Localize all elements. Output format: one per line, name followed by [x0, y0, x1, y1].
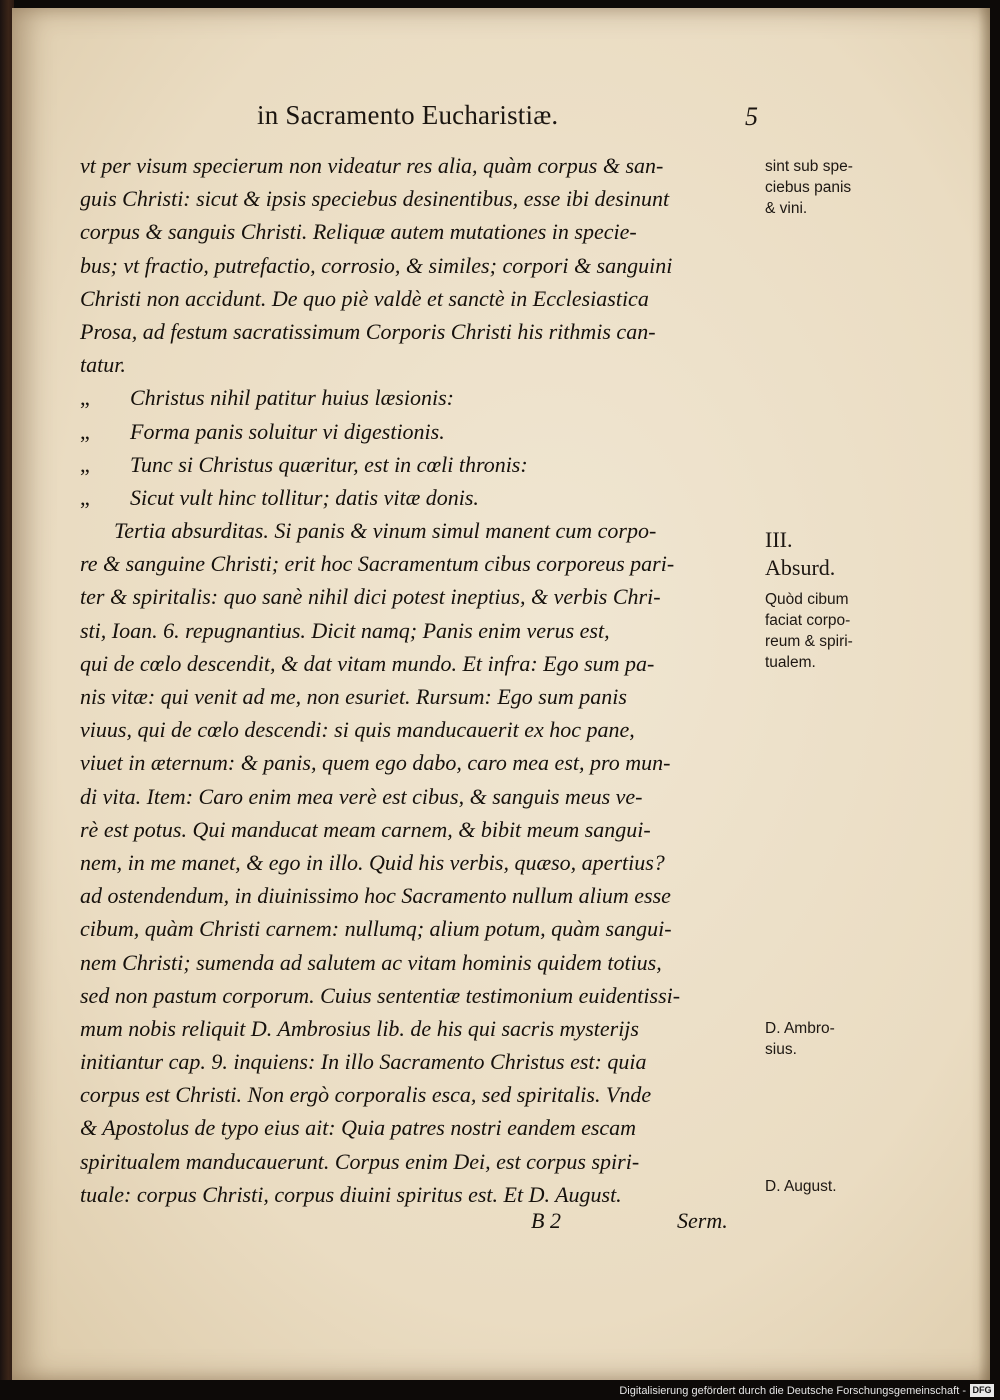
text-line: & Apostolus de typo eius ait: Quia patres nostri eandem escam	[80, 1115, 637, 1141]
funding-credit: Digitalisierung gefördert durch die Deutsche Forschungsgemeinschaft -	[619, 1385, 966, 1397]
margin-note-ambrose: D. Ambro- sius.	[765, 1020, 835, 1058]
text-line: nis vitæ: qui venit ad me, non esuriet. Rursum: Ego sum panis	[80, 684, 627, 709]
text-line: nem, in me manet, & ego in illo. Quid his verbis, quæso, apertius?	[80, 849, 665, 875]
text-line: bus; vt fractio, putrefactio, corrosio, & similes; corpori & sanguini	[80, 252, 673, 278]
text-line: re & sanguine Christi; erit hoc Sacramentum cibus corporeus pari-	[80, 551, 675, 577]
text-line: spiritualem manducauerunt. Corpus enim Dei, est corpus spiri-	[80, 1148, 640, 1174]
text-line: cibum, quàm Christi carnem: nullumq; alium potum, quàm sangui-	[80, 916, 672, 942]
signature-mark: B 2	[531, 1208, 561, 1233]
dfg-logo: DFG	[970, 1384, 994, 1397]
margin-note-species: sint sub spe- ciebus panis & vini.	[765, 158, 853, 217]
footer-bar	[0, 1380, 1000, 1400]
text-line: initiantur cap. 9. inquiens: In illo Sacramento Christus est: quia	[80, 1049, 647, 1075]
paragraph-first-line: Tertia absurditas. Si panis & vinum simul manent cum corpo-	[114, 518, 657, 544]
verse-quote-mark: „	[80, 451, 90, 477]
text-line: corpus est Christi. Non ergò corporalis esca, sed spiritalis. Vnde	[80, 1082, 652, 1108]
show-through-text	[790, 262, 980, 782]
verse-text: Sicut vult hinc tollitur; datis vitæ donis.	[130, 484, 479, 510]
text-line: viuet in æternum: & panis, quem ego dabo, caro mea est, pro mun-	[80, 750, 671, 776]
text-line: nem Christi; sumenda ad salutem ac vitam hominis quidem totius,	[80, 949, 662, 975]
running-head: in Sacramento Eucharistiæ.	[257, 100, 559, 130]
text-line: rè est potus. Qui manducat meam carnem, & bibit meum sangui-	[80, 816, 651, 842]
text-line: di vita. Item: Caro enim mea verè est cibus, & sanguis meus ve-	[80, 783, 643, 809]
main-text-column	[80, 149, 760, 1211]
verse-line	[80, 415, 760, 448]
text-line: sti, Ioan. 6. repugnantius. Dicit namq; Panis enim verus est,	[80, 617, 610, 643]
text-line: Prosa, ad festum sacratissimum Corporis Christi his rithmis can-	[80, 318, 656, 344]
catchword: Serm.	[677, 1208, 728, 1233]
margin-note-augustine: D. August.	[765, 1178, 837, 1195]
verse-quote-mark: „	[80, 418, 90, 444]
verse-text: Forma panis soluitur vi digestionis.	[130, 418, 445, 444]
margin-note-number: III.	[765, 527, 793, 552]
text-line: Christi non accidunt. De quo piè valdè et sanctè in Ecclesiastica	[80, 285, 649, 311]
page-number: 5	[745, 102, 758, 131]
text-line: tatur.	[80, 352, 126, 378]
verse-line	[80, 381, 760, 414]
verse-quote-mark: „	[80, 385, 90, 411]
verse-line	[80, 448, 760, 481]
catchline	[0, 1208, 1000, 1238]
text-line: corpus & sanguis Christi. Reliquæ autem mutationes in specie-	[80, 219, 637, 245]
verse-text: Christus nihil patitur huius læsionis:	[130, 385, 454, 411]
verse-text: Tunc si Christus quæritur, est in cœli thronis:	[130, 451, 528, 477]
text-line: guis Christi: sicut & ipsis speciebus desinentibus, esse ibi desinunt	[80, 186, 670, 212]
text-line: ter & spiritalis: quo sanè nihil dici potest ineptius, & verbis Chri-	[80, 584, 661, 610]
text-line: qui de cœlo descendit, & dat vitam mundo. Et infra: Ego sum pa-	[80, 650, 655, 676]
text-line: mum nobis reliquit D. Ambrosius lib. de his qui sacris mysterijs	[80, 1015, 639, 1041]
margin-note-cibum: Quòd cibum faciat corpo- reum & spiri- tualem.	[765, 591, 853, 671]
page-header	[0, 100, 1000, 140]
verse-quote-mark: „	[80, 484, 90, 510]
verse-line	[80, 481, 760, 514]
margin-note-title: Absurd.	[765, 555, 836, 580]
text-line: ad ostendendum, in diuinissimo hoc Sacramento nullum alium esse	[80, 883, 671, 909]
text-line: vt per visum specierum non videatur res alia, quàm corpus & san-	[80, 153, 664, 178]
text-line: sed non pastum corporum. Cuius sententiæ testimonium euidentissi-	[80, 982, 681, 1008]
text-line: viuus, qui de cœlo descendi: si quis manducauerit ex hoc pane,	[80, 717, 635, 743]
text-line: tuale: corpus Christi, corpus diuini spiritus est. Et D. August.	[80, 1181, 622, 1207]
